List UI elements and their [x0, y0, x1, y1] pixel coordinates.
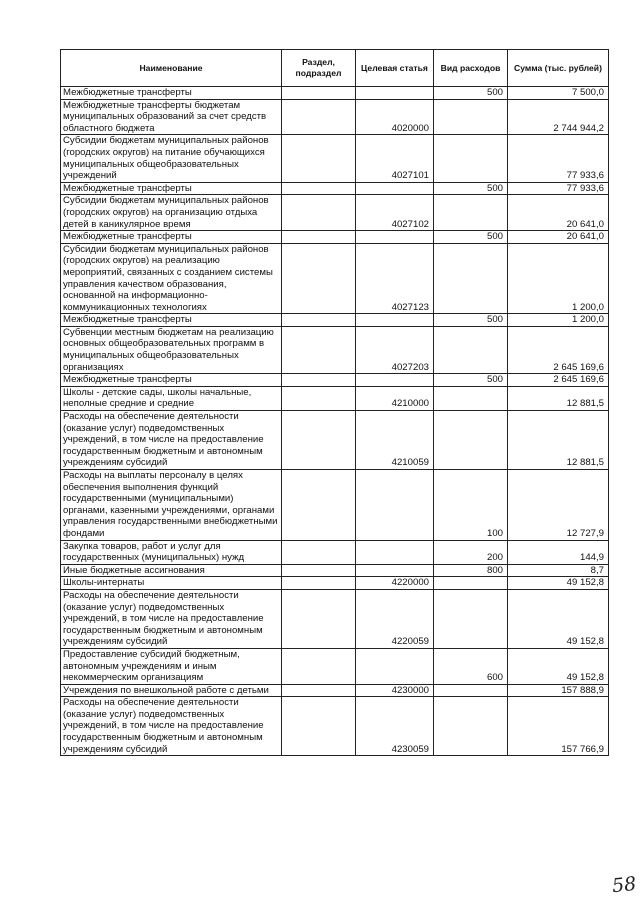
cell-sum: 49 152,8 — [508, 648, 609, 684]
cell-sum: 8,7 — [508, 564, 609, 577]
cell-type — [434, 697, 508, 756]
cell-target: 4210000 — [356, 386, 434, 410]
cell-name: Расходы на обеспечение деятельности (оказание услуг) подведомственных учреждений, в том числе на предоставление государственным бюджетным и автономным учреждениям субсидий — [61, 589, 282, 648]
cell-type — [434, 326, 508, 373]
header-section: Раздел, подраздел — [282, 50, 356, 87]
table-row — [61, 99, 609, 135]
table-row — [61, 564, 609, 577]
table-row — [61, 684, 609, 697]
cell-target — [356, 564, 434, 577]
cell-section — [282, 99, 356, 135]
table-row — [61, 374, 609, 387]
cell-sum: 12 881,5 — [508, 386, 609, 410]
cell-sum: 20 641,0 — [508, 195, 609, 231]
cell-target: 4027203 — [356, 326, 434, 373]
cell-type — [434, 99, 508, 135]
budget-table — [60, 49, 609, 756]
cell-section — [282, 697, 356, 756]
page-number: 58 — [610, 872, 638, 898]
cell-sum: 12 727,9 — [508, 470, 609, 541]
cell-type — [434, 386, 508, 410]
header-name: Наименование — [61, 50, 282, 87]
cell-name: Субсидии бюджетам муниципальных районов (городских округов) на организацию отдыха детей в каникулярное время — [61, 195, 282, 231]
cell-type: 500 — [434, 182, 508, 195]
cell-type — [434, 589, 508, 648]
cell-name: Расходы на выплаты персоналу в целях обеспечения выполнения функций государственными (муниципальными) органами, казенными учреждениями, органами управления государственными внебюджетными фондами — [61, 470, 282, 541]
cell-type: 500 — [434, 314, 508, 327]
cell-target: 4220000 — [356, 577, 434, 590]
cell-type: 200 — [434, 540, 508, 564]
cell-type: 100 — [434, 470, 508, 541]
cell-sum: 2 645 169,6 — [508, 374, 609, 387]
cell-type — [434, 411, 508, 470]
cell-name: Учреждения по внешкольной работе с детьми — [61, 684, 282, 697]
cell-type: 600 — [434, 648, 508, 684]
cell-sum: 77 933,6 — [508, 135, 609, 182]
cell-section — [282, 589, 356, 648]
table-row — [61, 135, 609, 182]
table-row — [61, 540, 609, 564]
cell-sum: 49 152,8 — [508, 577, 609, 590]
cell-name: Иные бюджетные ассигнования — [61, 564, 282, 577]
table-body — [61, 87, 609, 756]
cell-target: 4027123 — [356, 243, 434, 314]
cell-name: Школы-интернаты — [61, 577, 282, 590]
cell-section — [282, 648, 356, 684]
cell-name: Межбюджетные трансферты — [61, 314, 282, 327]
table-row — [61, 231, 609, 244]
cell-section — [282, 577, 356, 590]
cell-target — [356, 87, 434, 100]
cell-target: 4230059 — [356, 697, 434, 756]
cell-sum: 12 881,5 — [508, 411, 609, 470]
cell-name: Межбюджетные трансферты — [61, 231, 282, 244]
cell-name: Закупка товаров, работ и услуг для государственных (муниципальных) нужд — [61, 540, 282, 564]
cell-type: 500 — [434, 231, 508, 244]
cell-type — [434, 135, 508, 182]
cell-type — [434, 684, 508, 697]
cell-name: Межбюджетные трансферты — [61, 374, 282, 387]
table-row — [61, 386, 609, 410]
cell-section — [282, 470, 356, 541]
table-row — [61, 648, 609, 684]
cell-name: Расходы на обеспечение деятельности (оказание услуг) подведомственных учреждений, в том числе на предоставление государственным бюджетным и автономным учреждениям субсидий — [61, 411, 282, 470]
cell-sum: 2 744 944,2 — [508, 99, 609, 135]
cell-section — [282, 684, 356, 697]
cell-section — [282, 564, 356, 577]
cell-sum: 157 766,9 — [508, 697, 609, 756]
cell-name: Межбюджетные трансферты — [61, 182, 282, 195]
cell-target — [356, 314, 434, 327]
cell-section — [282, 374, 356, 387]
cell-target: 4027101 — [356, 135, 434, 182]
cell-target: 4027102 — [356, 195, 434, 231]
cell-target — [356, 182, 434, 195]
cell-type: 500 — [434, 374, 508, 387]
cell-sum: 49 152,8 — [508, 589, 609, 648]
cell-name: Межбюджетные трансферты бюджетам муниципальных образований за счет средств областного бюджета — [61, 99, 282, 135]
cell-target: 4220059 — [356, 589, 434, 648]
cell-target — [356, 374, 434, 387]
cell-sum: 144,9 — [508, 540, 609, 564]
cell-target: 4230000 — [356, 684, 434, 697]
table-row — [61, 195, 609, 231]
cell-sum: 2 645 169,6 — [508, 326, 609, 373]
cell-type: 500 — [434, 87, 508, 100]
cell-name: Субвенции местным бюджетам на реализацию основных общеобразовательных программ в муниципальных общеобразовательных организациях — [61, 326, 282, 373]
cell-type — [434, 577, 508, 590]
table-row — [61, 697, 609, 756]
cell-sum: 20 641,0 — [508, 231, 609, 244]
cell-type: 800 — [434, 564, 508, 577]
cell-name: Субсидии бюджетам муниципальных районов (городских округов) на питание обучающихся муниципальных общеобразовательных учреждений — [61, 135, 282, 182]
header-type: Вид расходов — [434, 50, 508, 87]
cell-section — [282, 314, 356, 327]
cell-section — [282, 243, 356, 314]
cell-type — [434, 195, 508, 231]
cell-name: Межбюджетные трансферты — [61, 87, 282, 100]
cell-section — [282, 326, 356, 373]
cell-target: 4020000 — [356, 99, 434, 135]
table-row — [61, 87, 609, 100]
header-row — [61, 50, 609, 87]
table-row — [61, 589, 609, 648]
cell-name: Предоставление субсидий бюджетным, автономным учреждениям и иным некоммерческим организациям — [61, 648, 282, 684]
cell-sum: 7 500,0 — [508, 87, 609, 100]
cell-sum: 77 933,6 — [508, 182, 609, 195]
table-row — [61, 326, 609, 373]
cell-target: 4210059 — [356, 411, 434, 470]
table-header — [61, 50, 609, 87]
cell-sum: 1 200,0 — [508, 243, 609, 314]
cell-section — [282, 195, 356, 231]
header-sum: Сумма (тыс. рублей) — [508, 50, 609, 87]
table-row — [61, 243, 609, 314]
cell-section — [282, 182, 356, 195]
cell-target — [356, 470, 434, 541]
cell-target — [356, 540, 434, 564]
cell-sum: 157 888,9 — [508, 684, 609, 697]
cell-type — [434, 243, 508, 314]
cell-name: Школы - детские сады, школы начальные, неполные средние и средние — [61, 386, 282, 410]
table-row — [61, 314, 609, 327]
cell-section — [282, 135, 356, 182]
cell-target — [356, 648, 434, 684]
cell-section — [282, 386, 356, 410]
cell-sum: 1 200,0 — [508, 314, 609, 327]
header-target: Целевая статья — [356, 50, 434, 87]
cell-name: Расходы на обеспечение деятельности (оказание услуг) подведомственных учреждений, в том числе на предоставление государственным бюджетным и автономным учреждениям субсидий — [61, 697, 282, 756]
cell-target — [356, 231, 434, 244]
cell-section — [282, 87, 356, 100]
cell-name: Субсидии бюджетам муниципальных районов (городских округов) на реализацию мероприятий, связанных с созданием системы управления качеством образования, основанной на информационно-коммуникационных технологиях — [61, 243, 282, 314]
table-row — [61, 182, 609, 195]
table-row — [61, 470, 609, 541]
cell-section — [282, 231, 356, 244]
table-row — [61, 411, 609, 470]
cell-section — [282, 540, 356, 564]
cell-section — [282, 411, 356, 470]
table-row — [61, 577, 609, 590]
